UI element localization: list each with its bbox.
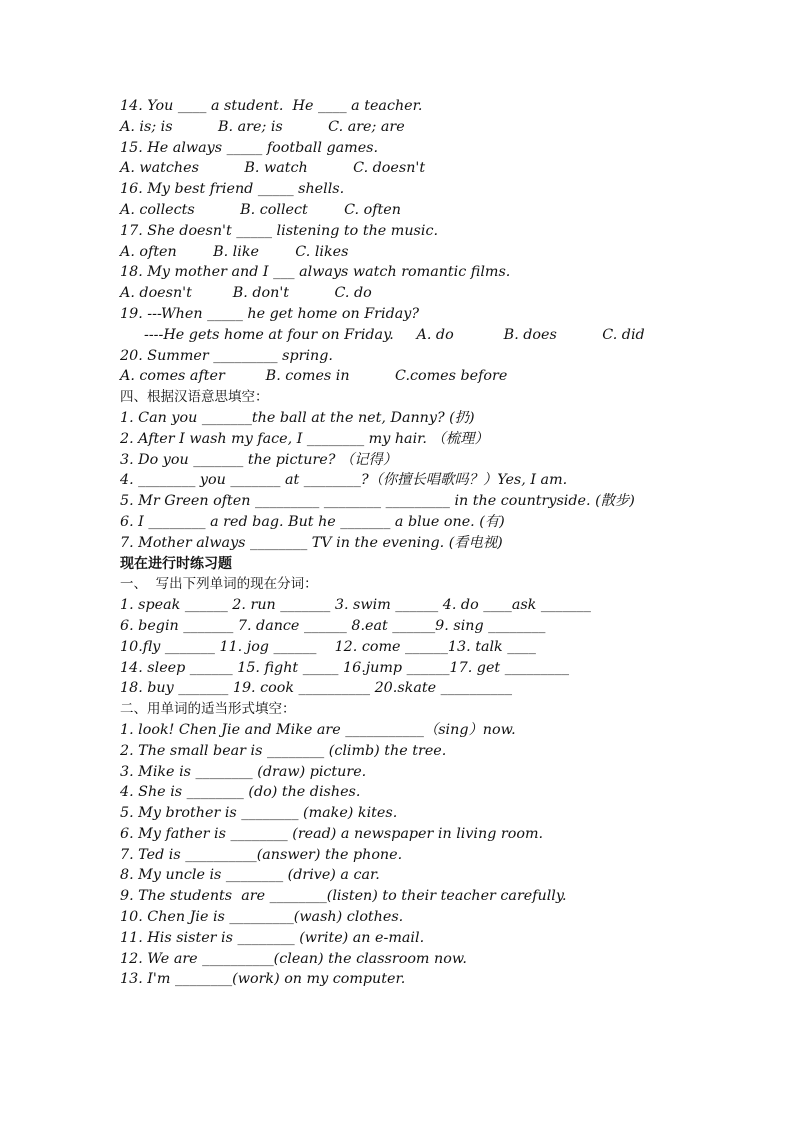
fill-3: 3. Do you _______ the picture? （记得）	[120, 451, 398, 468]
form-2: 2. The small bear is ________ (climb) the tree.	[120, 742, 447, 759]
form-6: 6. My father is ________ (read) a newspaper in living room.	[120, 825, 544, 842]
options-17: A. often B. like C. likes	[120, 243, 349, 260]
participle-section-heading: 一、 写出下列单词的现在分词：	[120, 576, 318, 593]
question-16: 16. My best friend _____ shells.	[120, 181, 345, 198]
question-18: 18. My mother and I ___ always watch romantic films.	[120, 264, 511, 281]
fill-7: 7. Mother always ________ TV in the evening. (看电视)	[120, 534, 503, 551]
options-16: A. collects B. collect C. often	[120, 201, 401, 218]
question-17: 17. She doesn't _____ listening to the music.	[120, 222, 439, 239]
form-section-heading: 二、用单词的适当形式填空：	[120, 701, 296, 718]
form-11: 11. His sister is ________ (write) an e-mail.	[120, 929, 425, 946]
form-3: 3. Mike is ________ (draw) picture.	[120, 763, 367, 780]
form-7: 7. Ted is __________(answer) the phone.	[120, 846, 403, 863]
form-13: 13. I'm ________(work) on my computer.	[120, 971, 406, 988]
section-4-heading: 四、根据汉语意思填空：	[120, 389, 269, 406]
form-5: 5. My brother is ________ (make) kites.	[120, 805, 398, 822]
participle-row-1: 1. speak ______ 2. run _______ 3. swim ______ 4. do ____ask _______	[120, 597, 591, 614]
worksheet-page	[120, 96, 680, 990]
form-10: 10. Chen Jie is _________(wash) clothes.	[120, 909, 404, 926]
options-20: A. comes after B. comes in C.comes before	[120, 368, 508, 385]
participle-row-3: 10.fly _______ 11. jog ______ 12. come ______13. talk ____	[120, 638, 536, 655]
participle-row-4: 14. sleep ______ 15. fight _____ 16.jump ______17. get _________	[120, 659, 570, 676]
fill-5: 5. Mr Green often _________ ________ _________ in the countryside. (散步)	[120, 493, 635, 510]
question-20: 20. Summer _________ spring.	[120, 347, 333, 364]
fill-4: 4. ________ you _______ at ________?（你擅长唱歌吗？）Yes, I am.	[120, 472, 568, 489]
options-14: A. is; is B. are; is C. are; are	[120, 118, 405, 135]
form-9: 9. The students are ________(listen) to their teacher carefully.	[120, 888, 567, 905]
participle-row-5: 18. buy _______ 19. cook __________ 20.skate __________	[120, 680, 513, 697]
question-19-answer-options: ----He gets home at four on Friday. A. do B. does C. did	[144, 326, 645, 343]
present-continuous-title: 现在进行时练习题	[120, 555, 232, 572]
options-15: A. watches B. watch C. doesn't	[120, 160, 426, 177]
form-12: 12. We are __________(clean) the classroom now.	[120, 950, 467, 967]
fill-2: 2. After I wash my face, I ________ my hair. （梳理）	[120, 430, 489, 447]
options-18: A. doesn't B. don't C. do	[120, 285, 372, 302]
question-14: 14. You ____ a student. He ____ a teacher.	[120, 98, 423, 114]
fill-1: 1. Can you _______the ball at the net, Danny? (扔)	[120, 409, 475, 426]
participle-row-2: 6. begin _______ 7. dance ______ 8.eat ______9. sing ________	[120, 617, 546, 634]
question-19: 19. ---When _____ he get home on Friday?	[120, 305, 419, 322]
form-1: 1. look! Chen Jie and Mike are ___________（sing）now.	[120, 721, 516, 738]
question-15: 15. He always _____ football games.	[120, 139, 379, 156]
form-4: 4. She is ________ (do) the dishes.	[120, 784, 361, 801]
fill-6: 6. I ________ a red bag. But he _______ a blue one. (有)	[120, 513, 505, 530]
form-8: 8. My uncle is ________ (drive) a car.	[120, 867, 380, 884]
